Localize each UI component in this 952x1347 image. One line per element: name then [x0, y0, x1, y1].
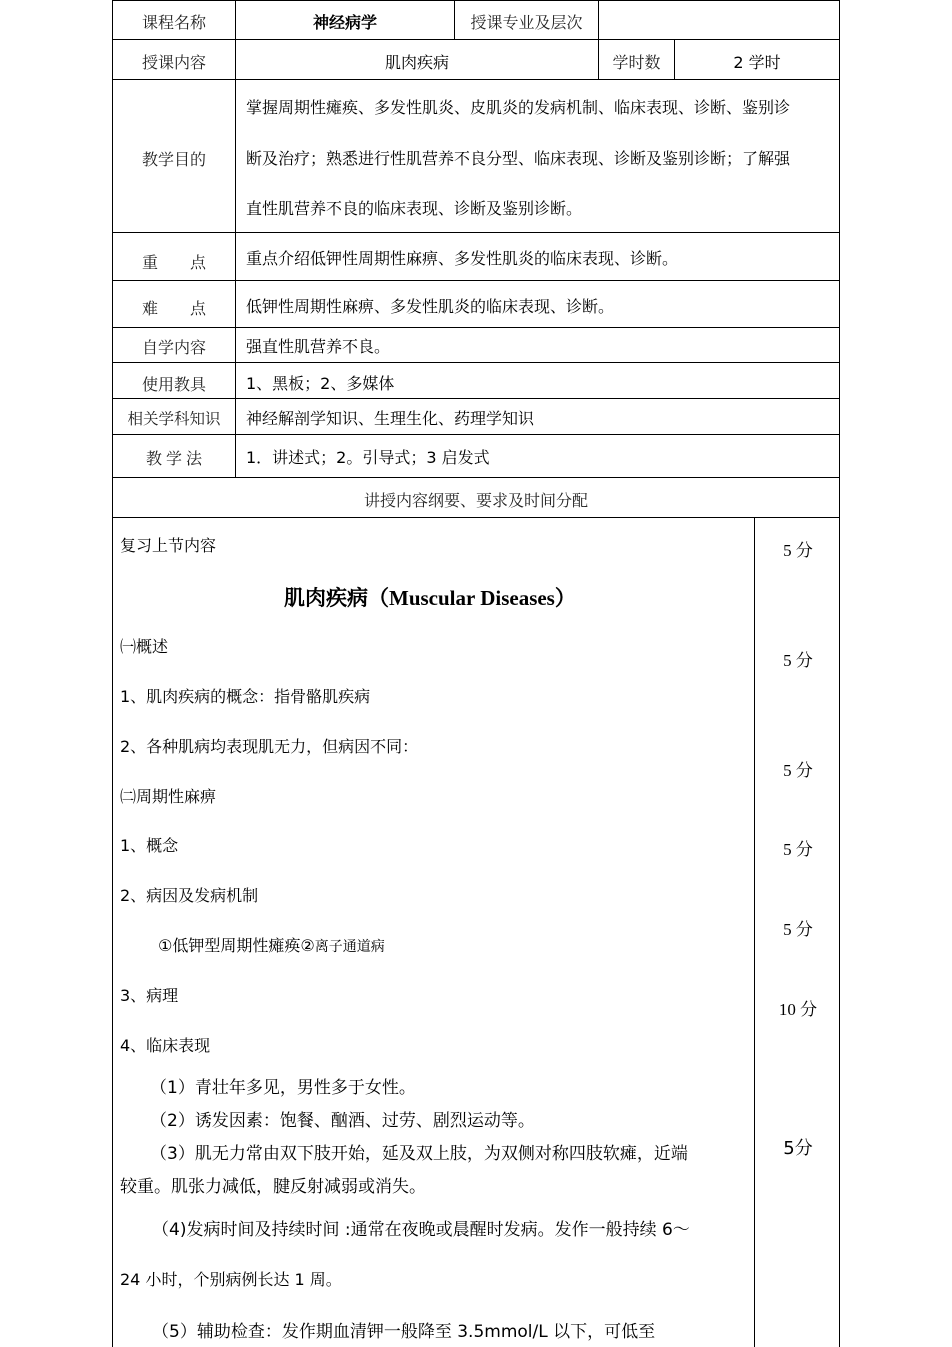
teaching-goal-line-1: 掌握周期性瘫痪、多发性肌炎、皮肌炎的发病机制、临床表现、诊断、鉴别诊: [246, 98, 791, 117]
section-periodic-paralysis: ㈡周期性麻痹: [120, 787, 217, 806]
clinical-point-3b: 较重。肌张力减低，腱反射减弱或消失。: [120, 1177, 426, 1197]
outline-header: 讲授内容纲要、要求及时间分配: [363, 493, 588, 510]
row-line-3: [112, 232, 840, 233]
key-points-value: 重点介绍低钾性周期性麻痹、多发性肌炎的临床表现、诊断。: [246, 249, 679, 268]
section-overview: ㈠概述: [120, 637, 169, 656]
table-left-border: [112, 0, 113, 1347]
row-line-5: [112, 327, 840, 328]
lecture-title-cn: 肌肉疾病（: [284, 586, 389, 610]
row-line-1: [112, 39, 840, 40]
teaching-goal-line-2: 断及治疗；熟悉进行性肌营养不良分型、临床表现、诊断及鉴别诊断；了解强: [246, 149, 791, 168]
hours-value: 2 学时: [733, 53, 781, 72]
lecture-title: [284, 582, 576, 612]
major-level-label: 授课专业及层次: [470, 15, 583, 32]
lecture-title-close: ）: [554, 586, 576, 610]
row-line-2: [112, 79, 840, 80]
pp-item-etiology: 2、病因及发病机制: [120, 886, 259, 905]
row-line-9: [112, 477, 840, 478]
row-line-10: [112, 517, 840, 518]
course-name-value: 神经病学: [312, 13, 377, 32]
pp-item-pathology: 3、病理: [120, 986, 179, 1005]
header-divider-2: [598, 0, 599, 39]
time-overview: 5 分: [783, 651, 813, 670]
pp-item-clinical: 4、临床表现: [120, 1036, 211, 1055]
clinical-point-2: （2）诱发因素：饱餐、酗酒、过劳、剧烈运动等。: [150, 1111, 535, 1131]
row-line-4: [112, 280, 840, 281]
related-knowledge-label: 相关学科知识: [127, 411, 221, 428]
time-clinical: 5分: [783, 1138, 813, 1159]
pp-etiology-detail-a: ①低钾型周期性瘫痪②: [158, 936, 315, 955]
self-study-value: 强直性肌营养不良。: [246, 337, 391, 356]
teaching-method-label: 教 学 法: [145, 451, 202, 468]
clinical-point-1: （1）青壮年多见，男性多于女性。: [150, 1078, 416, 1098]
review-previous: 复习上节内容: [120, 536, 217, 555]
teaching-tools-value: 1、黑板；2、多媒体: [246, 374, 395, 393]
difficult-points-value: 低钾性周期性麻痹、多发性肌炎的临床表现、诊断。: [246, 297, 615, 316]
overview-item-1: 1、肌肉疾病的概念：指骨骼肌疾病: [120, 687, 371, 706]
lesson-content-label: 授课内容: [141, 55, 206, 72]
teaching-method-value: 1．讲述式；2。引导式；3 启发式: [246, 448, 490, 467]
time-pathology: 10 分: [778, 1000, 818, 1019]
row-line-8: [112, 434, 840, 435]
clinical-point-4b: 24 小时，个别病例长达 1 周。: [120, 1270, 342, 1289]
hours-label: 学时数: [612, 55, 661, 72]
lecture-title-en: Muscular Diseases: [389, 586, 555, 610]
key-points-label: 重 点: [141, 255, 206, 272]
self-study-label: 自学内容: [141, 340, 206, 357]
time-concept: 5 分: [783, 840, 813, 859]
time-review: 5 分: [783, 541, 813, 560]
lesson-content-value: 肌肉疾病: [384, 53, 449, 72]
time-etiology: 5 分: [783, 920, 813, 939]
difficult-points-label: 难 点: [141, 301, 206, 318]
clinical-point-4a: （4)发病时间及持续时间 :通常在夜晚或晨醒时发病。发作一般持续 6～: [152, 1220, 690, 1240]
clinical-point-3a: （3）肌无力常由双下肢开始，延及双上肢，为双侧对称四肢软瘫，近端: [150, 1144, 688, 1164]
teaching-tools-label: 使用教具: [141, 377, 206, 394]
teaching-goal-label: 教学目的: [141, 152, 206, 169]
pp-etiology-detail: [158, 933, 385, 956]
row-line-6: [112, 362, 840, 363]
teaching-goal-line-3: 直性肌营养不良的临床表现、诊断及鉴别诊断。: [246, 199, 583, 218]
row-line-7: [112, 398, 840, 399]
row-line-top: [112, 0, 840, 1]
pp-item-concept: 1、概念: [120, 836, 179, 855]
clinical-point-5: （5）辅助检查：发作期血清钾一般降至 3.5mmol/L 以下，可低至: [152, 1322, 656, 1342]
time-overview-2: 5 分: [783, 761, 813, 780]
related-knowledge-value: 神经解剖学知识、生理生化、药理学知识: [246, 409, 535, 428]
overview-item-2: 2、各种肌病均表现肌无力，但病因不同：: [120, 737, 419, 756]
course-name-label: 课程名称: [141, 15, 206, 32]
pp-etiology-detail-b: 离子通道病: [314, 939, 385, 955]
